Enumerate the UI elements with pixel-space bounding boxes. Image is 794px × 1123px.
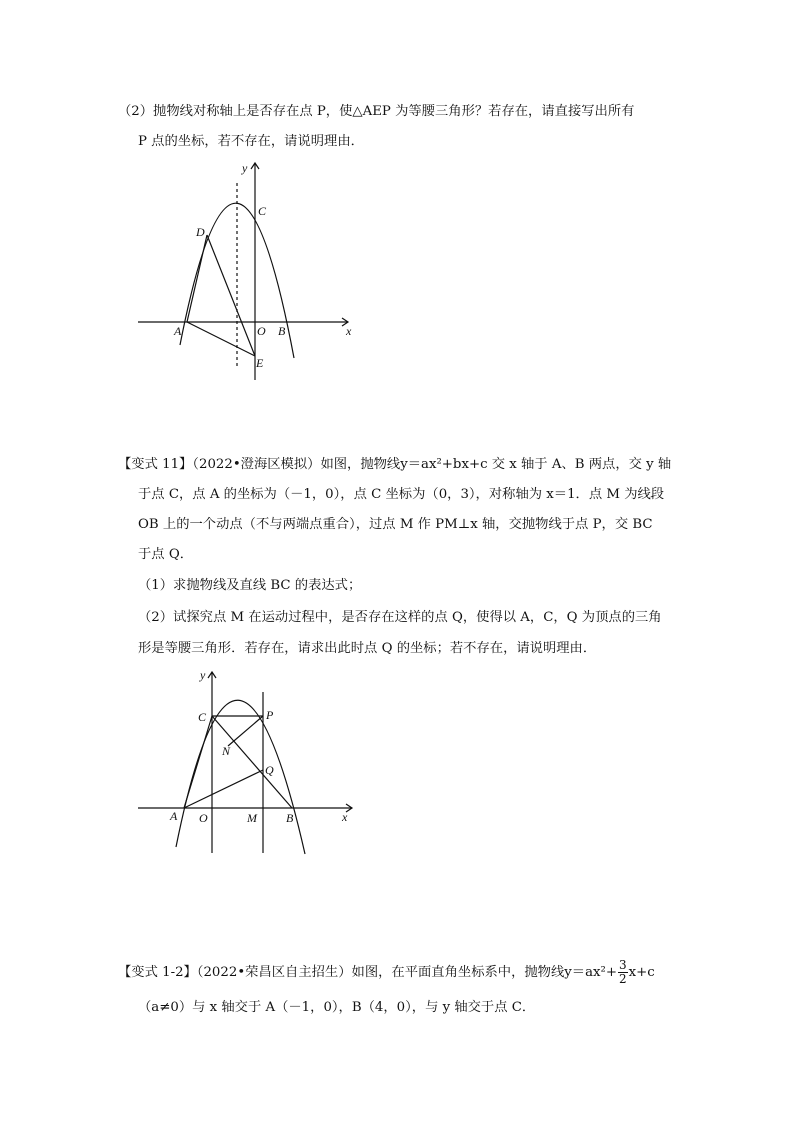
label-y: y: [242, 161, 248, 175]
variant12-line1-suffix: x+c: [628, 965, 655, 980]
label-b: B: [286, 811, 294, 825]
label-o: O: [199, 811, 208, 825]
figure-parabola-2: [130, 662, 370, 862]
label-y: y: [200, 668, 206, 682]
variant11-q1: （1）求抛物线及直线 BC 的表达式；: [138, 578, 362, 593]
label-o: O: [257, 324, 266, 338]
fraction-denominator: 2: [619, 972, 627, 986]
parabola-curve: [176, 700, 305, 854]
variant11-line4: 于点 Q．: [138, 547, 194, 562]
label-x: x: [346, 324, 352, 338]
label-m: M: [247, 811, 257, 825]
label-q: Q: [265, 763, 274, 777]
segment-de: [207, 235, 255, 356]
label-c: C: [258, 204, 267, 218]
part2-question-line2: P 点的坐标，若不存在，请说明理由．: [138, 134, 364, 149]
label-a: A: [174, 324, 182, 338]
label-c: C: [198, 710, 207, 724]
fraction-three-halves: [618, 959, 628, 986]
segment-ac: [184, 716, 212, 808]
variant11-line2: 于点 C，点 A 的坐标为（－1，0），点 C 坐标为（0，3），对称轴为 x＝1．点 M 为线段: [138, 487, 665, 502]
variant11-q2-line1: （2）试探究点 M 在运动过程中，是否存在这样的点 Q，使得以 A，C，Q 为顶点的三角: [138, 610, 662, 625]
label-d: D: [196, 225, 205, 239]
variant12-line1-prefix: 【变式 1-2】（2022•荣昌区自主招生）如图，在平面直角坐标系中，抛物线y＝ax²+: [118, 965, 617, 980]
figure-parabola-1: [130, 155, 370, 385]
segment-ae: [187, 322, 255, 356]
label-b: B: [278, 324, 286, 338]
part2-question-line1: （2）抛物线对称轴上是否存在点 P，使△AEP 为等腰三角形？若存在，请直接写出所有: [118, 104, 635, 119]
variant11-line1: 【变式 11】（2022•澄海区模拟）如图，抛物线y＝ax²+bx+c 交 x 轴于 A、B 两点，交 y 轴: [118, 457, 672, 472]
label-n: N: [222, 744, 231, 758]
segment-aq: [184, 770, 263, 808]
variant11-line3: OB 上的一个动点（不与两端点重合），过点 M 作 PM⊥x 轴，交抛物线于点 P，交 BC: [138, 517, 653, 532]
variant12-line2: （a≠0）与 x 轴交于 A（－1，0），B（4，0），与 y 轴交于点 C．: [138, 1000, 536, 1015]
fraction-numerator: 3: [619, 958, 627, 972]
variant12-line1: [118, 957, 655, 989]
label-p: P: [266, 708, 274, 722]
segment-ad: [187, 235, 207, 322]
label-x: x: [342, 810, 348, 824]
label-e: E: [256, 356, 264, 370]
label-a: A: [170, 809, 178, 823]
variant11-q2-line2: 形是等腰三角形．若存在，请求出此时点 Q 的坐标；若不存在，请说明理由．: [138, 641, 597, 656]
segment-pn: [228, 716, 263, 746]
